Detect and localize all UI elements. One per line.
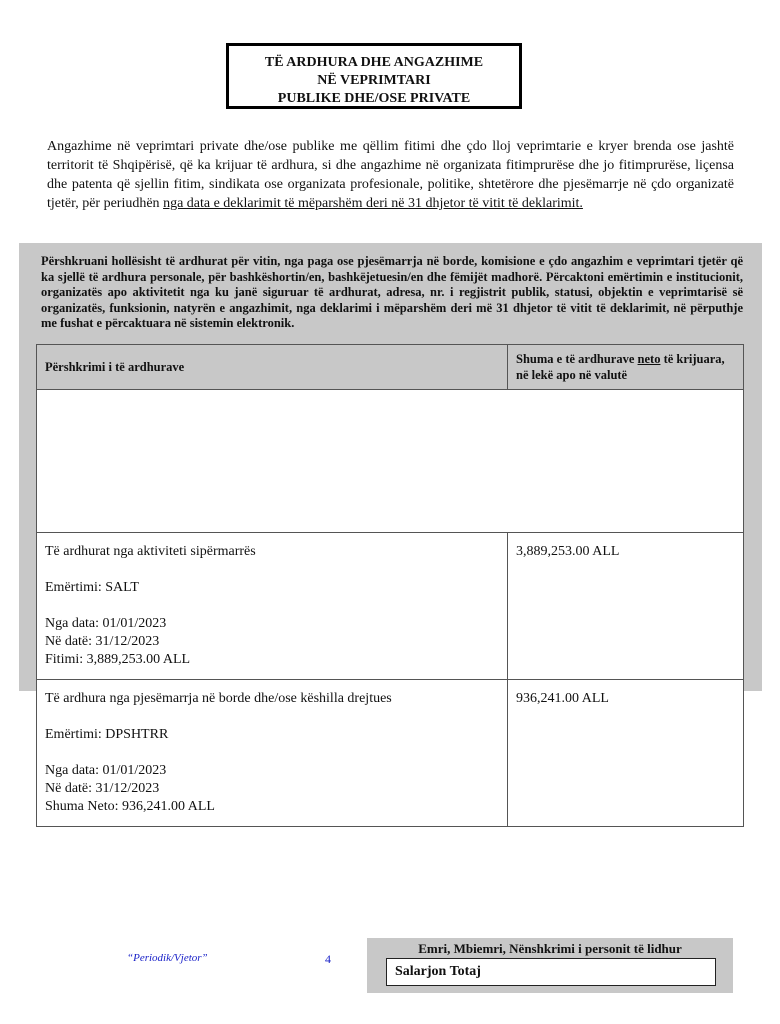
row-amount: 936,241.00 ALL	[508, 680, 744, 827]
signature-panel	[367, 938, 733, 993]
header-amount: Shuma e të ardhurave neto të krijuara, në lekë apo në valutë	[508, 345, 744, 390]
intro-period-underlined: nga data e deklarimit të mëparshëm deri në 31 dhjetor të vitit të deklarimit.	[163, 196, 583, 211]
footer-period-label: “Periodik/Vjetor”	[127, 952, 208, 964]
row-description: Të ardhurat nga aktiviteti sipërmarrës Emërtimi: SALT Nga data: 01/01/2023 Në datë: 31/12/2023 Fitimi: 3,889,253.00 ALL	[37, 533, 508, 680]
intro-paragraph	[47, 137, 734, 213]
title-line-2: NË VEPRIMTARI	[317, 73, 431, 88]
panel-instructions: Përshkruani hollësisht të ardhurat për vitin, nga paga ose pjesëmarrja në borde, komisione e çdo angazhim e veprimtari tjetër që ka sjellë të ardhura personale, për bashkëshortin/en, bashkëjetuesin/en dhe fëmijët madhorë. Përcaktoni emërtimin e institucionit, organizatës apo aktivitetit nga ku janë siguruar të ardhurat, adresa, nr. i regjistrit publik, statusi, objektin e veprimtarisë së organizatës, funksionin, natyrën e angazhimit, nga deklarimi i mëparshëm deri më 31 dhjetor të vitit të deklarimit, në përputhje me fushat e përcaktuara në sistemin elektronik.	[41, 254, 743, 330]
header-description: Përshkrimi i të ardhurave	[37, 345, 508, 390]
page-number: 4	[325, 952, 331, 966]
row-amount: 3,889,253.00 ALL	[508, 533, 744, 680]
row-description: Të ardhura nga pjesëmarrja në borde dhe/ose këshilla drejtues Emërtimi: DPSHTRR Nga data: 01/01/2023 Në datë: 31/12/2023 Shuma Neto: 936,241.00 ALL	[37, 680, 508, 827]
document-title-box	[226, 43, 522, 109]
table-header-row	[37, 345, 744, 390]
table-row	[37, 680, 744, 827]
title-line-3: PUBLIKE DHE/OSE PRIVATE	[277, 91, 471, 106]
income-table	[36, 344, 744, 827]
title-line-1: TË ARDHURA DHE ANGAZHIME	[264, 55, 484, 70]
intro-text: Angazhime në veprimtari private dhe/ose publike me qëllim fitimi dhe çdo lloj veprimtarie e kryer brenda ose jashtë territorit të Shqipërisë, që ka krijuar të ardhura, si dhe angazhime në organizata fitimprurëse dhe jo fitimprurëse, liçensa dhe patenta që sjellin fitim, sindikata ose organizata profesionale, politike, shtetërore dhe pjesëmarrje në çdo organizatë tjetër, për periudhën	[47, 139, 734, 211]
income-panel	[19, 243, 762, 814]
signature-name-field: Salarjon Totaj	[386, 958, 716, 986]
signature-label: Emri, Mbiemri, Nënshkrimi i personit të lidhur	[418, 941, 682, 956]
table-row	[37, 533, 744, 680]
